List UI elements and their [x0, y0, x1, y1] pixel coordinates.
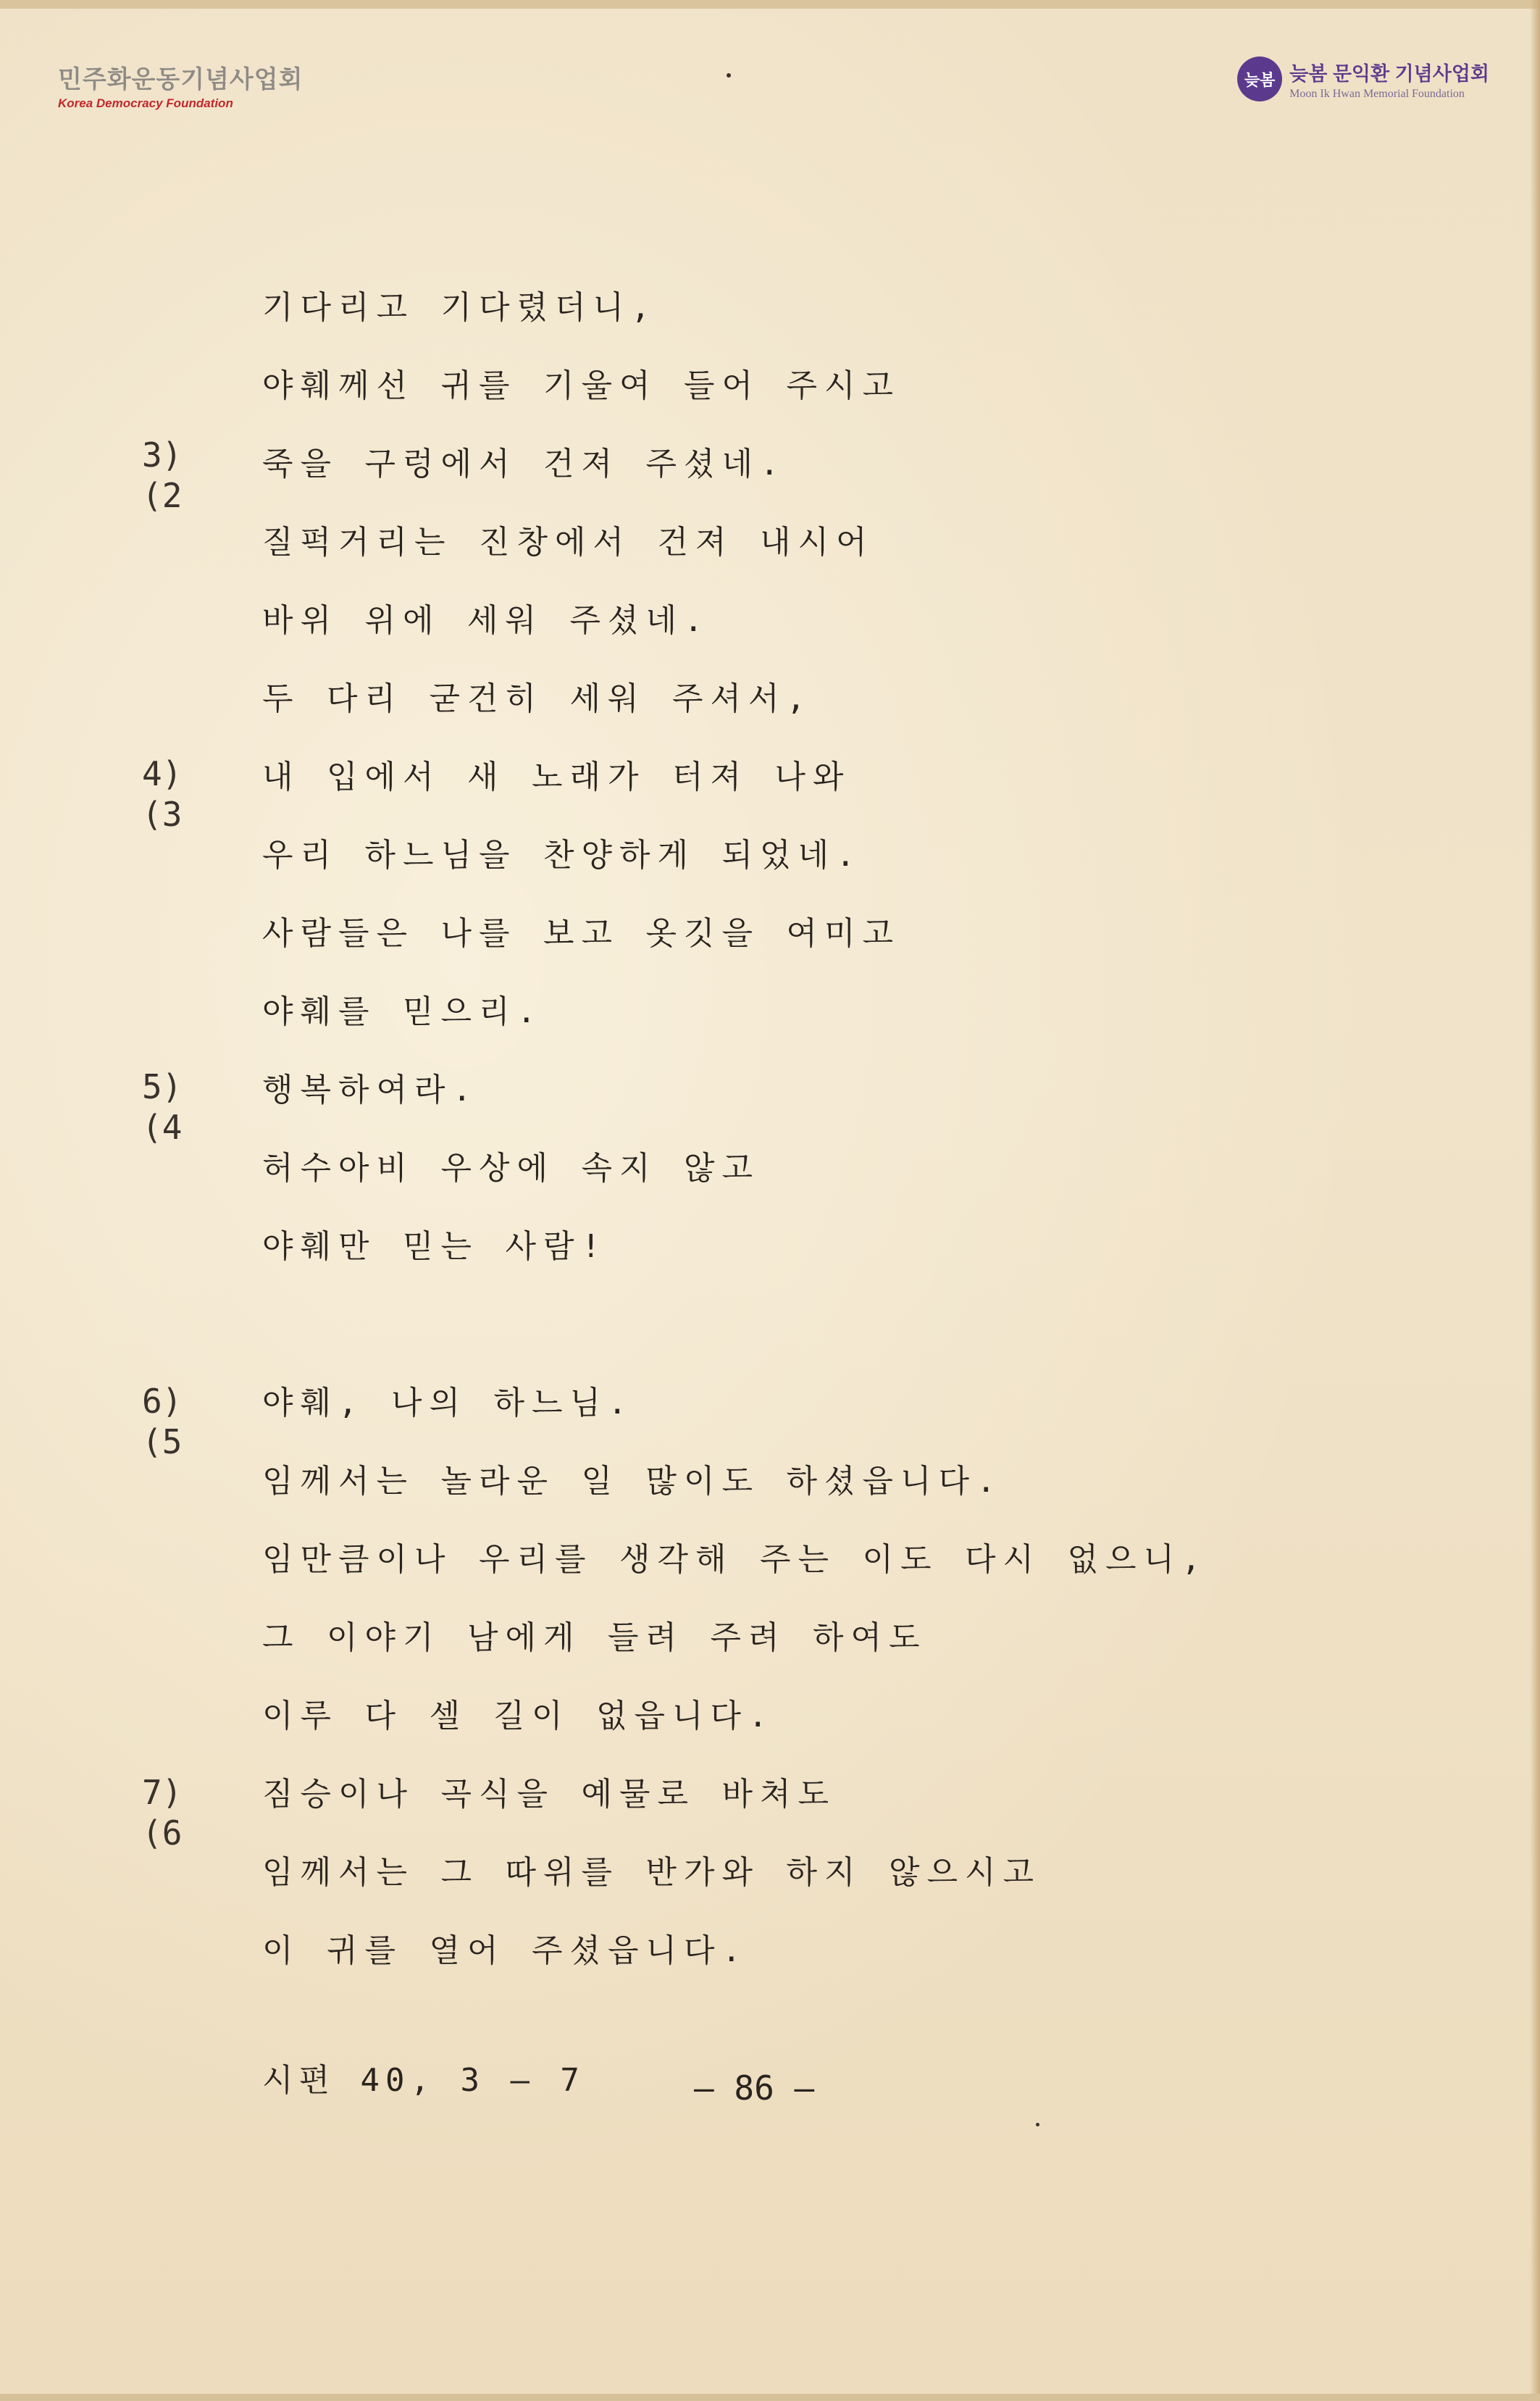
- text-line: 야훼만 믿는 사람!: [262, 1228, 608, 1265]
- text-line: 임께서는 그 따위를 반가와 하지 않으시고: [262, 1854, 1042, 1891]
- text-line: 바위 위에 세워 주셨네.: [262, 602, 711, 639]
- verse-number-7: 7) (6: [142, 1773, 183, 1853]
- text-line: 허수아비 우상에 속지 않고: [262, 1150, 761, 1187]
- text-line: 야훼, 나의 하느님.: [262, 1385, 635, 1421]
- page-top-edge: [0, 0, 1540, 9]
- verse-number-6: 6) (5: [142, 1382, 183, 1461]
- text-line: 이 귀를 열어 주셨읍니다.: [262, 1932, 748, 1969]
- right-logo-korean: 늦봄 문익환 기념사업회: [1289, 62, 1489, 85]
- scripture-reference: 시편 40, 3 — 7: [262, 2062, 585, 2099]
- page-right-edge: [1530, 0, 1540, 2401]
- text-line: 임만큼이나 우리를 생각해 주는 이도 다시 없으니,: [262, 1541, 1208, 1578]
- right-logo-english: Moon Ik Hwan Memorial Foundation: [1289, 87, 1465, 100]
- verse-number-3: 3) (2: [142, 435, 183, 515]
- text-line: 사람들은 나를 보고 옷깃을 여미고: [262, 915, 901, 952]
- text-line: 야훼를 믿으리.: [262, 993, 544, 1030]
- text-line: 두 다리 굳건히 세워 주셔서,: [262, 680, 813, 717]
- left-logo-korean: 민주화운동기념사업회: [58, 66, 304, 93]
- text-line: 내 입에서 새 노래가 터져 나와: [262, 759, 851, 796]
- moon-ik-hwan-foundation-logo: [1237, 57, 1489, 101]
- ink-speck: [727, 73, 731, 78]
- text-line: 그 이야기 남에게 들려 주려 하여도: [262, 1619, 927, 1656]
- left-logo-english: Korea Democracy Foundation: [58, 96, 233, 110]
- korea-democracy-foundation-logo: [58, 59, 303, 111]
- text-line: 질퍽거리는 진창에서 건져 내시어: [262, 524, 874, 561]
- text-line: 짐승이나 곡식을 예물로 바쳐도: [262, 1776, 837, 1813]
- text-line: 죽을 구렁에서 건져 주셨네.: [262, 446, 787, 483]
- ink-speck: [1036, 2123, 1039, 2126]
- text-line: 기다리고 기다렸더니,: [262, 289, 658, 326]
- verse-number-4: 4) (3: [142, 754, 183, 834]
- page-number: — 86 —: [694, 2068, 815, 2108]
- text-line: 우리 하느님을 찬양하게 되었네.: [262, 837, 863, 874]
- verse-number-5: 5) (4: [142, 1067, 183, 1147]
- page-bottom-edge: [0, 2394, 1540, 2401]
- text-line: 이루 다 셀 길이 없읍니다.: [262, 1698, 775, 1734]
- text-line: 행복하여라.: [262, 1072, 480, 1108]
- foundation-emblem-icon: 늦봄: [1237, 57, 1282, 101]
- text-line: 임께서는 놀라운 일 많이도 하셨읍니다.: [262, 1463, 1003, 1500]
- text-line: 야훼께선 귀를 기울여 들어 주시고: [262, 367, 901, 404]
